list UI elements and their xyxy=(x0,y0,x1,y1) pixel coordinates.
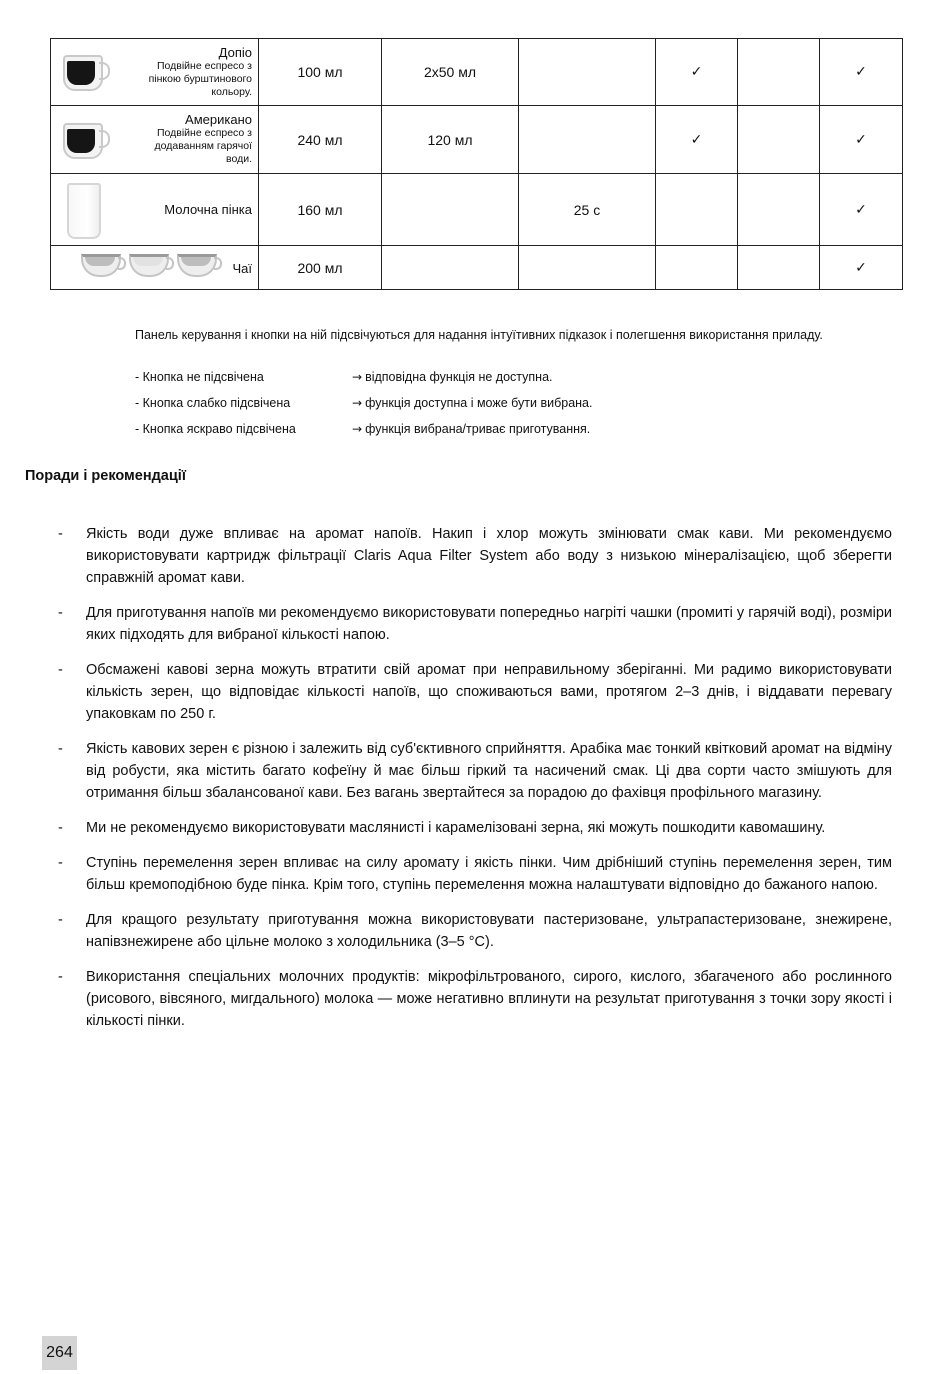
check-mark: ✓ xyxy=(820,246,903,290)
legend-item xyxy=(135,395,855,413)
table-cell xyxy=(738,246,820,290)
list-item: - Ступінь перемелення зерен впливає на силу аромату і якість пінки. Чим дрібніший ступінь перемелення зерен, тим більш кремоподібною буде пінка. Крім того, ступінь перемелення можна налаштувати відповідно до бажаного напою. xyxy=(58,855,892,893)
drinks-table xyxy=(50,38,903,290)
check-mark: ✓ xyxy=(820,39,903,106)
drink-description: кольору. xyxy=(211,85,252,98)
check-mark: ✓ xyxy=(820,106,903,174)
table-cell: 120 мл xyxy=(382,106,519,174)
table-cell xyxy=(738,39,820,106)
drink-name: Допіо xyxy=(218,44,252,60)
legend-state: - Кнопка слабко підсвічена xyxy=(135,396,291,410)
table-cell: 200 мл xyxy=(259,246,382,290)
arrow-right-icon: → xyxy=(352,396,363,410)
legend-item xyxy=(135,369,855,387)
legend-item xyxy=(135,421,855,439)
drink-name: Молочна пінка xyxy=(164,201,252,217)
arrow-right-icon: → xyxy=(352,422,363,436)
drink-cell xyxy=(51,106,259,174)
table-cell xyxy=(656,174,738,246)
table-cell xyxy=(656,246,738,290)
list-item: - Для приготування напоїв ми рекомендуємо використовувати попередньо нагріті чашки (промиті у гарячій воді), розміри яких підходять для вибраної кількості напою. xyxy=(58,605,892,643)
drink-description: додаванням гарячої xyxy=(154,140,252,152)
drink-cell xyxy=(51,174,259,246)
list-item: - Ми не рекомендуємо використовувати маслянисті і карамелізовані зерна, які можуть пошкодити кавомашину. xyxy=(58,820,826,836)
table-cell xyxy=(519,106,656,174)
list-item: - Використання спеціальних молочних продуктів: мікрофільтрованого, сирого, кислого, збагаченого або рослинного (рисового, вівсяного, мигдального) молока — може негативно вплинути на результат приготування з точки зору якості і кількості пінки. xyxy=(58,969,892,1029)
table-cell xyxy=(382,174,519,246)
check-mark: ✓ xyxy=(656,106,738,174)
table-cell xyxy=(519,246,656,290)
espresso-cup-icon xyxy=(63,55,109,89)
legend-intro: Панель керування і кнопки на ній підсвічуються для надання інтуїтивних підказок і полегшення використання приладу. xyxy=(135,328,823,342)
drink-cell xyxy=(51,246,259,290)
drink-description: пінкою бурштинового xyxy=(148,72,252,85)
table-cell xyxy=(738,174,820,246)
check-mark: ✓ xyxy=(656,39,738,106)
drink-cell xyxy=(51,39,259,106)
table-cell xyxy=(382,246,519,290)
drink-description: Подвійне еспресо з xyxy=(156,127,252,139)
drink-description: Подвійне еспресо з xyxy=(156,59,252,72)
table-cell: 2x50 мл xyxy=(382,39,519,106)
table-cell xyxy=(738,106,820,174)
button-light-legend xyxy=(135,327,855,436)
legend-meaning: → функція доступна і може бути вибрана. xyxy=(352,396,593,410)
list-item: - Для кращого результату приготування можна використовувати пастеризоване, ультрапастеризоване, знежирене, напівзнежирене або цільне молоко з холодильника (3–5 °C). xyxy=(58,912,892,950)
page-number: 264 xyxy=(42,1336,77,1370)
table-cell: 25 с xyxy=(519,174,656,246)
check-mark: ✓ xyxy=(820,174,903,246)
table-cell: 240 мл xyxy=(259,106,382,174)
espresso-cup-icon xyxy=(63,123,109,157)
list-item: - Обсмажені кавові зерна можуть втратити свій аромат при неправильному зберіганні. Ми радимо використовувати кількість зерен, що відповідає кількості напоїв, що споживаються вами, протягом 2–3 днів, і віддавати перевагу упаковкам по 250 г. xyxy=(58,662,892,722)
tea-cups-icon xyxy=(81,254,221,276)
drink-name: Американо xyxy=(185,112,252,127)
tips-list xyxy=(58,523,892,1045)
table-cell: 100 мл xyxy=(259,39,382,106)
table-cell: 160 мл xyxy=(259,174,382,246)
legend-meaning: → відповідна функція не доступна. xyxy=(352,370,553,384)
section-title: Поради і рекомендації xyxy=(25,468,186,484)
legend-state: - Кнопка не підсвічена xyxy=(135,370,264,384)
legend-meaning: → функція вибрана/триває приготування. xyxy=(352,422,591,436)
table-row xyxy=(51,174,903,246)
list-item: - Якість кавових зерен є різною і залежить від суб'єктивного сприйняття. Арабіка має тонкий квітковий аромат на відміну від робусти, яка містить багато кофеїну й має більш гіркий та насичений смак. Ці два сорти часто змішують для отримання більш збалансованої кави. Без вагань звертайтеся за порадою до фахівця профільного магазину. xyxy=(58,741,892,801)
table-row xyxy=(51,246,903,290)
drink-description: води. xyxy=(226,153,252,165)
table-row xyxy=(51,39,903,106)
table-row xyxy=(51,106,903,174)
milk-glass-icon xyxy=(67,183,103,237)
table-cell xyxy=(519,39,656,106)
arrow-right-icon: → xyxy=(352,370,363,384)
list-item: - Якість води дуже впливає на аромат напоїв. Накип і хлор можуть змінювати смак кави. Ми рекомендуємо використовувати картридж фільтрації Claris Aqua Filter System або воду з низькою мінералізацією, щоб зберегти справжній аромат кави. xyxy=(58,526,892,586)
drink-name: Чаї xyxy=(232,260,252,276)
legend-state: - Кнопка яскраво підсвічена xyxy=(135,422,296,436)
